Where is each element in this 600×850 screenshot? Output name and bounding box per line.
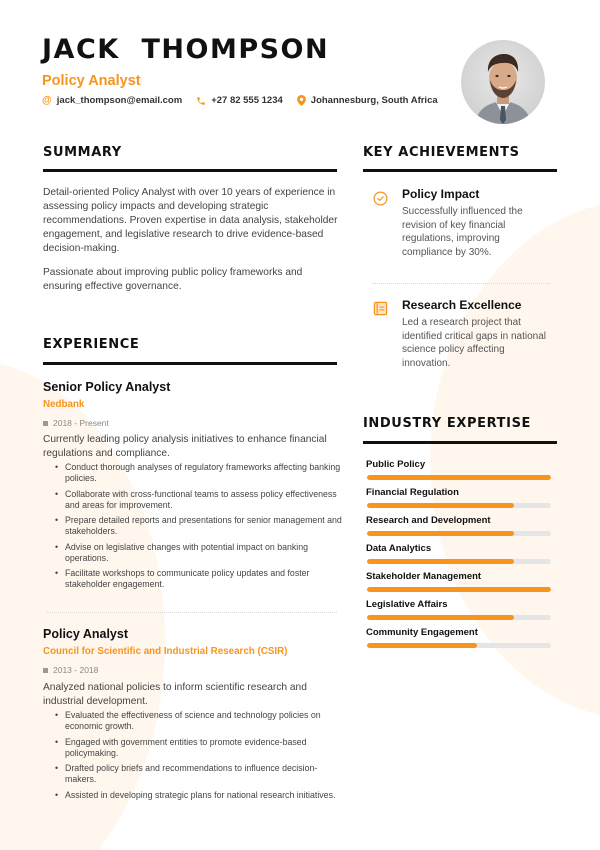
job-bullets xyxy=(65,710,345,805)
job-bullet: • Prepare detailed reports and presentations for senior management and stakeholders. xyxy=(65,515,345,537)
skill-level-fill xyxy=(367,503,514,508)
summary-paragraph-2: Passionate about improving public policy frameworks and ensuring effective governance. xyxy=(43,267,303,292)
achievement-description: Led a research project that identified critical gaps in national science policy affecting innovation. xyxy=(402,317,546,369)
job-dates xyxy=(43,418,109,428)
job-bullet: • Assisted in developing strategic plans for national research initiatives. xyxy=(65,790,345,801)
job-bullet: • Advise on legislative changes with potential impact on banking operations. xyxy=(65,542,345,564)
job-bullet: • Drafted policy briefs and recommendations to influence decision-makers. xyxy=(65,763,345,785)
skill-item xyxy=(366,459,556,480)
achievement-title: Research Excellence xyxy=(402,298,522,312)
email-text: jack_thompson@email.com xyxy=(56,95,183,106)
job-dates-text: 2018 - Present xyxy=(53,418,109,428)
skill-label: Financial Regulation xyxy=(366,487,459,498)
calendar-icon xyxy=(43,421,48,426)
skill-level-track xyxy=(367,503,551,508)
contact-row xyxy=(42,95,452,106)
skill-level-track xyxy=(367,643,551,648)
job-company: Nedbank xyxy=(43,399,85,410)
skill-label: Legislative Affairs xyxy=(366,599,448,610)
calendar-icon xyxy=(43,668,48,673)
expertise-divider xyxy=(363,441,557,444)
skill-level-fill xyxy=(367,643,477,648)
job-position: Senior Policy Analyst xyxy=(43,380,171,394)
job-bullet: • Evaluated the effectiveness of science and technology policies on economic growth. xyxy=(65,710,345,732)
skill-item xyxy=(366,599,556,620)
skill-label: Research and Development xyxy=(366,515,491,526)
skill-level-fill xyxy=(367,587,551,592)
skill-level-fill xyxy=(367,475,551,480)
skill-label: Stakeholder Management xyxy=(366,571,482,582)
job-bullet: • Collaborate with cross-functional teams to assess policy effectiveness and areas for improvement. xyxy=(65,489,345,511)
at-icon: @ xyxy=(42,95,52,106)
expertise-heading: INDUSTRY EXPERTISE xyxy=(363,416,532,431)
job-title: Policy Analyst xyxy=(42,73,141,89)
check-circle-icon xyxy=(373,191,388,206)
skill-item xyxy=(366,627,556,648)
skill-level-fill xyxy=(367,615,514,620)
achievement-description: Successfully influenced the revision of key financial regulations, improving compliance by 30%. xyxy=(402,206,523,258)
experience-heading: EXPERIENCE xyxy=(43,337,140,352)
candidate-name: JACK THOMPSON xyxy=(42,34,330,65)
skill-label: Data Analytics xyxy=(366,543,432,554)
job-company: Council for Scientific and Industrial Research (CSIR) xyxy=(43,646,288,657)
skill-level-fill xyxy=(367,559,514,564)
contact-location xyxy=(297,95,438,106)
contact-phone[interactable] xyxy=(196,95,283,106)
job-bullet: • Engaged with government entities to promote evidence-based policymaking. xyxy=(65,737,345,759)
job-bullets xyxy=(65,462,345,595)
job-position: Policy Analyst xyxy=(43,627,128,641)
job-dates xyxy=(43,665,98,675)
skill-level-track xyxy=(367,531,551,536)
profile-photo xyxy=(461,40,545,124)
job-dates-text: 2013 - 2018 xyxy=(53,665,99,675)
phone-icon xyxy=(196,96,206,106)
skill-level-fill xyxy=(367,531,514,536)
summary-divider xyxy=(43,169,337,172)
skill-label: Community Engagement xyxy=(366,627,478,638)
contact-email[interactable] xyxy=(42,95,182,106)
skill-label: Public Policy xyxy=(366,459,426,470)
skill-level-track xyxy=(367,615,551,620)
document-icon xyxy=(373,301,388,316)
job-description: Analyzed national policies to inform scientific research and industrial development. xyxy=(43,682,307,707)
job-description: Currently leading policy analysis initiatives to enhance financial regulations and compliance. xyxy=(43,434,327,459)
skill-level-track xyxy=(367,559,551,564)
location-pin-icon xyxy=(297,95,306,106)
summary-heading: SUMMARY xyxy=(43,145,122,160)
experience-divider xyxy=(43,362,337,365)
phone-text: +27 82 555 1234 xyxy=(211,95,283,106)
skill-item xyxy=(366,543,556,564)
skill-item xyxy=(366,487,556,508)
job-bullet: • Conduct thorough analyses of regulatory frameworks affecting banking policies. xyxy=(65,462,345,484)
achievements-divider xyxy=(363,169,557,172)
location-text: Johannesburg, South Africa xyxy=(310,95,438,106)
summary-paragraph-1: Detail-oriented Policy Analyst with over 10 years of experience in assessing policy impacts and developing strategic recommendations. Proven expertise in data analysis, stakeholder engagement, and legislative research to drive evidence-based decision-making. xyxy=(43,187,338,254)
skill-level-track xyxy=(367,587,551,592)
job-separator xyxy=(47,612,337,613)
skill-item xyxy=(366,515,556,536)
achievement-separator xyxy=(372,283,550,284)
job-bullet: • Facilitate workshops to communicate policy updates and foster stakeholder engagement. xyxy=(65,568,345,590)
skill-level-track xyxy=(367,475,551,480)
skill-item xyxy=(366,571,556,592)
achievements-heading: KEY ACHIEVEMENTS xyxy=(363,145,520,160)
achievement-title: Policy Impact xyxy=(402,187,480,201)
